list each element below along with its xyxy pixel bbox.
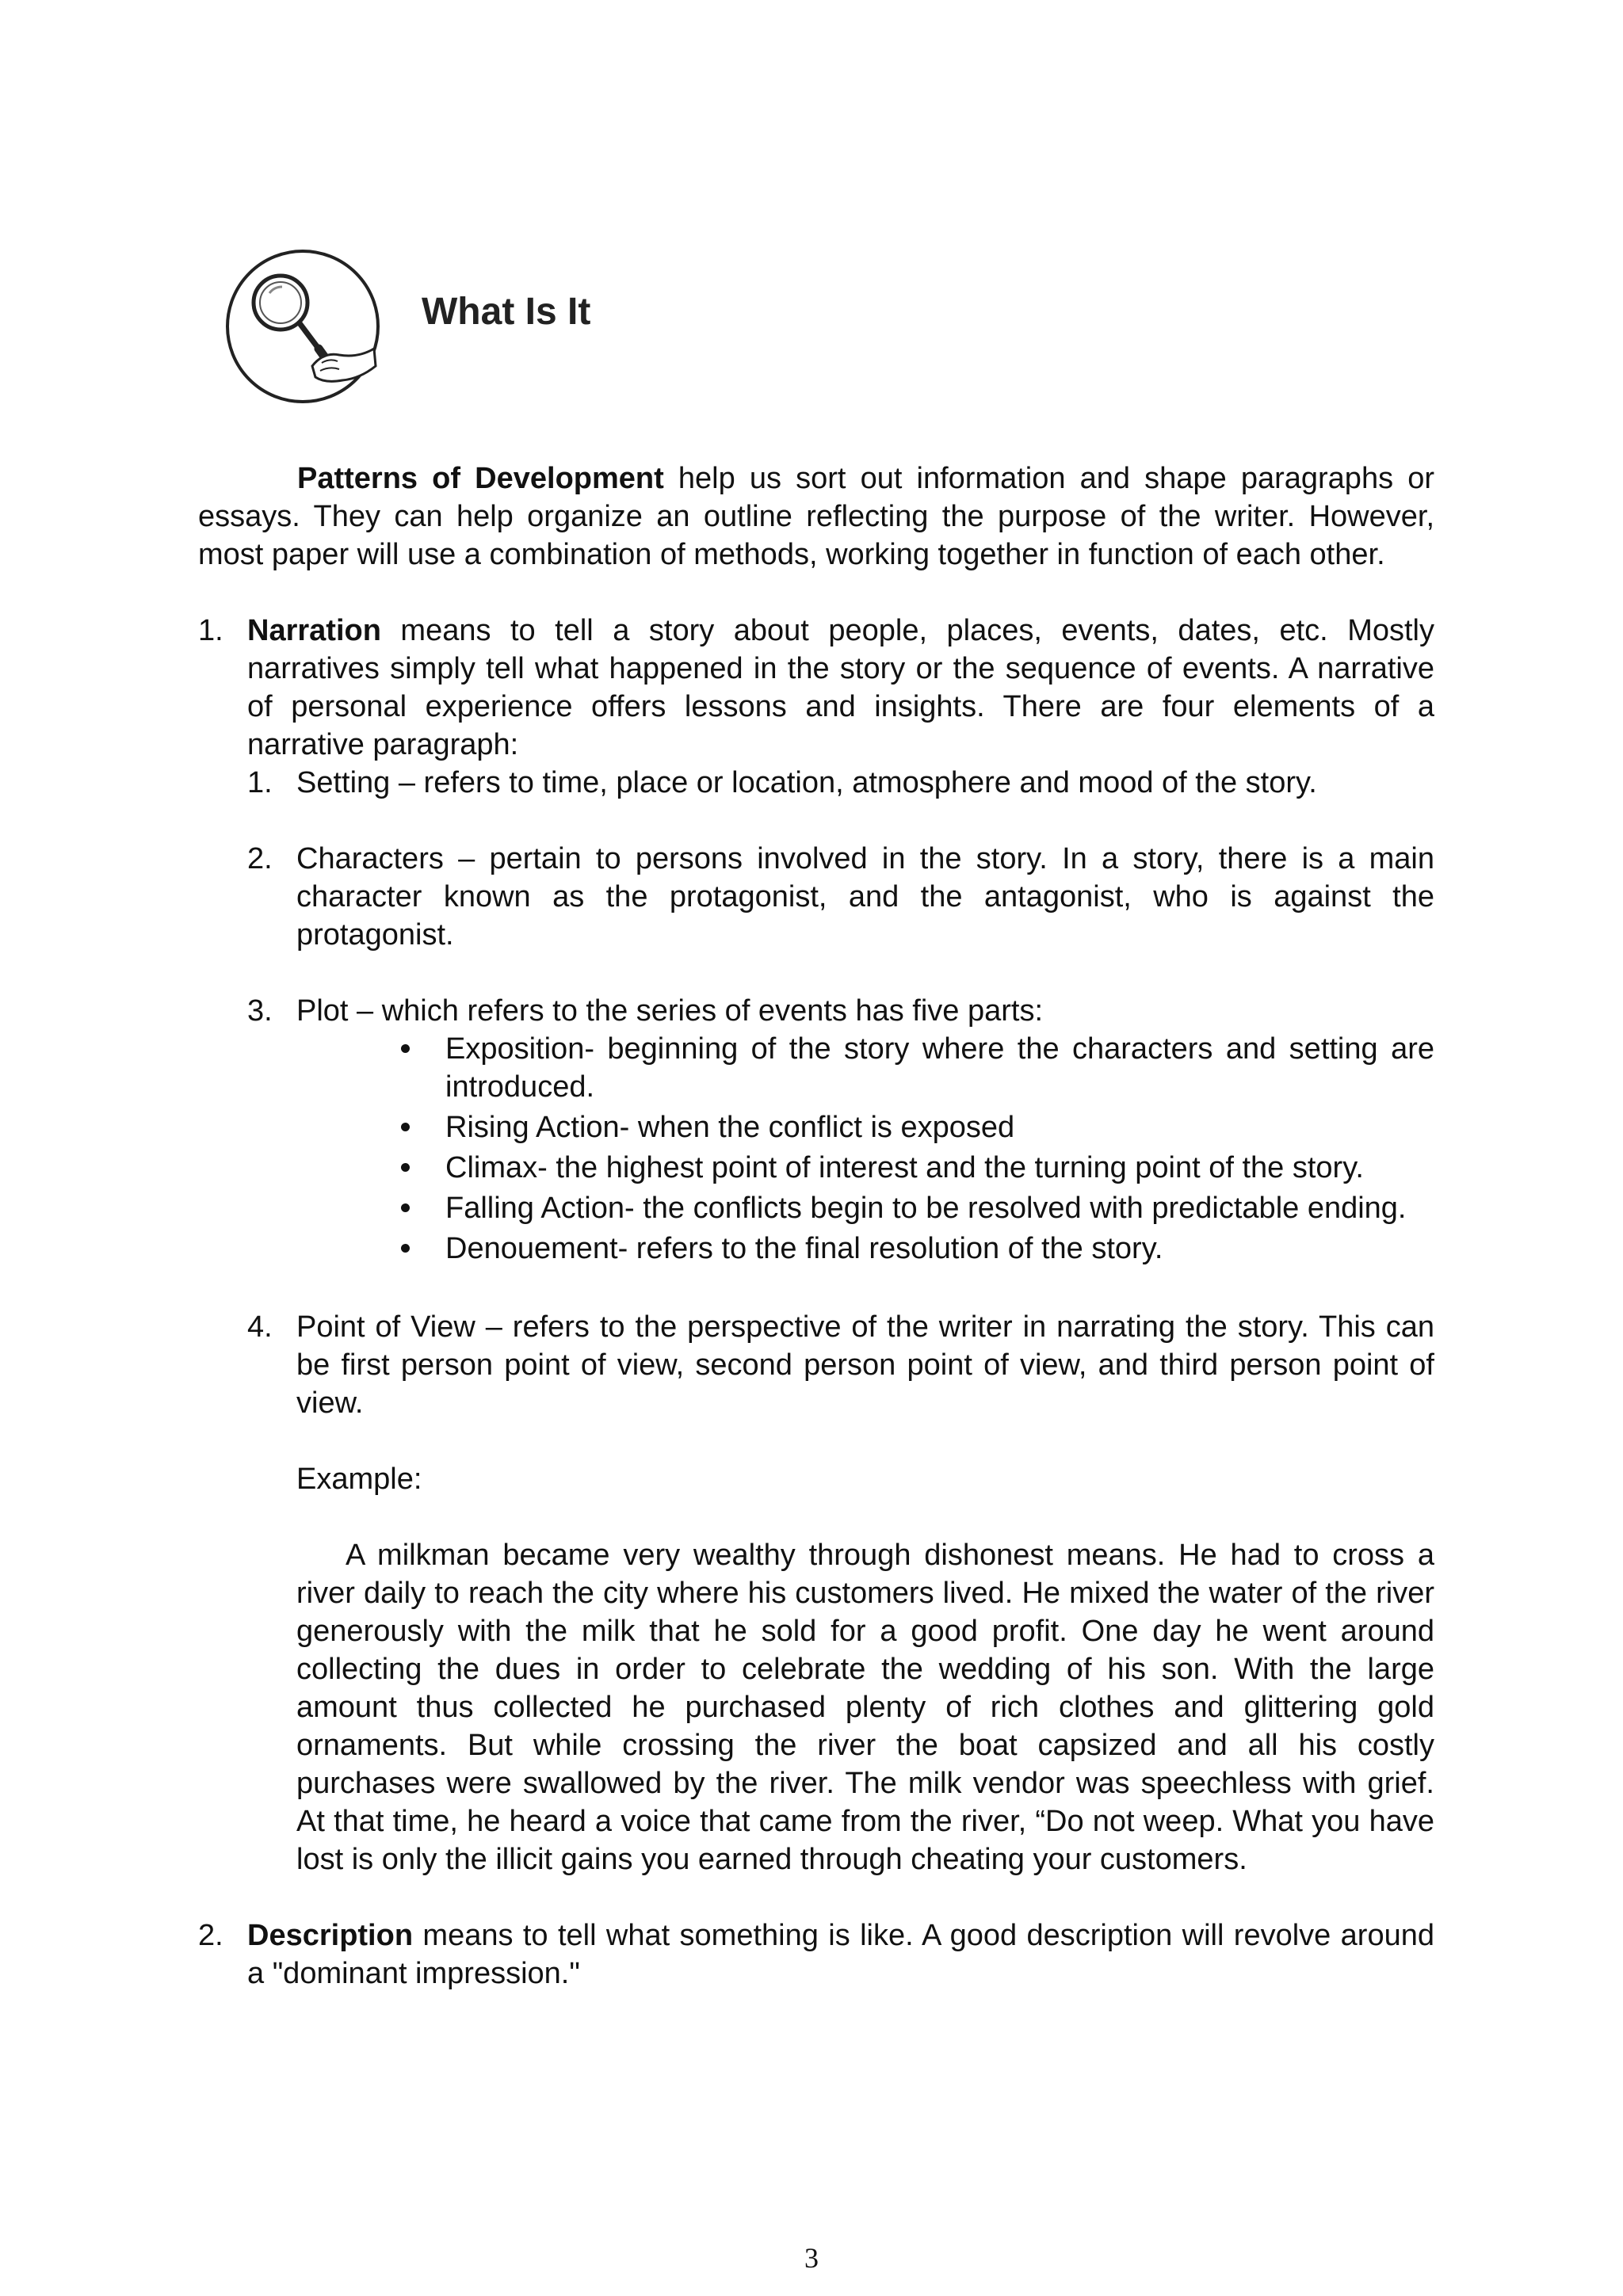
description-term: Description <box>247 1919 414 1952</box>
plot-parts-list <box>296 1030 1434 1270</box>
section-title: What Is It <box>422 291 591 333</box>
list-number: 4. <box>247 1310 273 1344</box>
point-of-view-text: Point of View – refers to the perspective of the writer in narrating the story. This can be first person point of view, second person point of view, and third person point of view. <box>296 1310 1434 1420</box>
list-item <box>445 1230 1434 1270</box>
narration-term: Narration <box>247 614 381 647</box>
narration-text: means to tell a story about people, places, events, dates, etc. Mostly narratives simply tell what happened in the story or the sequence of events. A narrative of personal experience offers lessons and insights. There are four elements of a narrative paragraph: <box>247 614 1434 761</box>
magnifying-glass-hand-icon <box>223 247 382 406</box>
characters-text: Characters – pertain to persons involved in the story. In a story, there is a main character known as the protagonist, and the antagonist, who is against the protagonist. <box>296 842 1434 952</box>
list-item-plot <box>247 992 1434 1270</box>
bullet-icon <box>401 1123 410 1131</box>
list-number: 1. <box>198 614 223 647</box>
intro-text: help us sort out information and shape paragraphs or essays. They can help organize an outline reflecting the purpose of the writer. However, most paper will use a combination of methods, working together in function of each other. <box>198 462 1434 571</box>
intro-paragraph <box>198 460 1434 574</box>
plot-part-text: Exposition- beginning of the story where the characters and setting are introduced. <box>445 1032 1434 1104</box>
setting-text: Setting – refers to time, place or location, atmosphere and mood of the story. <box>296 766 1317 799</box>
plot-part-text: Climax- the highest point of interest and the turning point of the story. <box>445 1151 1364 1184</box>
list-number: 1. <box>247 766 273 799</box>
list-item-description <box>198 1917 1434 1993</box>
bullet-icon <box>401 1203 410 1212</box>
list-item-setting <box>247 764 1434 802</box>
list-number: 3. <box>247 994 273 1028</box>
plot-text: Plot – which refers to the series of events has five parts: <box>296 994 1044 1028</box>
bullet-icon <box>401 1244 410 1253</box>
list-item <box>445 1030 1434 1108</box>
plot-part-text: Rising Action- when the conflict is exposed <box>445 1111 1015 1144</box>
intro-bold-term: Patterns of Development <box>297 462 664 495</box>
plot-part-text: Falling Action- the conflicts begin to be resolved with predictable ending. <box>445 1192 1407 1225</box>
list-number: 2. <box>198 1919 223 1952</box>
plot-part-text: Denouement- refers to the final resolution of the story. <box>445 1232 1163 1265</box>
narrative-elements-list <box>247 764 1434 1878</box>
page-number: 3 <box>804 2242 819 2274</box>
description-paragraph <box>247 1917 1434 1993</box>
example-label: Example: <box>296 1463 422 1496</box>
bullet-icon <box>401 1044 410 1053</box>
list-item <box>445 1108 1434 1149</box>
list-number: 2. <box>247 842 273 875</box>
description-text: means to tell what something is like. A good description will revolve around a "dominant impression." <box>247 1919 1434 1990</box>
list-item-point-of-view <box>247 1308 1434 1878</box>
example-story: A milkman became very wealthy through dishonest means. He had to cross a river daily to reach the city where his customers lived. He mixed the water of the river generously with the milk that he sold for a good profit. One day he went around collecting the dues in order to celebrate the wedding of his son. With the large amount thus collected he purchased plenty of rich clothes and glittering gold ornaments. But while crossing the river the boat capsized and all his costly purchases were swallowed by the river. The milk vendor was speechless with grief. At that time, he heard a voice that came from the river, “Do not weep. What you have lost is only the illicit gains you earned through cheating your customers. <box>296 1539 1434 1876</box>
narration-paragraph <box>247 612 1434 764</box>
list-item-narration <box>198 612 1434 1878</box>
main-content <box>198 460 1434 1993</box>
list-item-characters <box>247 840 1434 954</box>
list-item <box>445 1189 1434 1230</box>
bullet-icon <box>401 1163 410 1172</box>
list-item <box>445 1149 1434 1189</box>
